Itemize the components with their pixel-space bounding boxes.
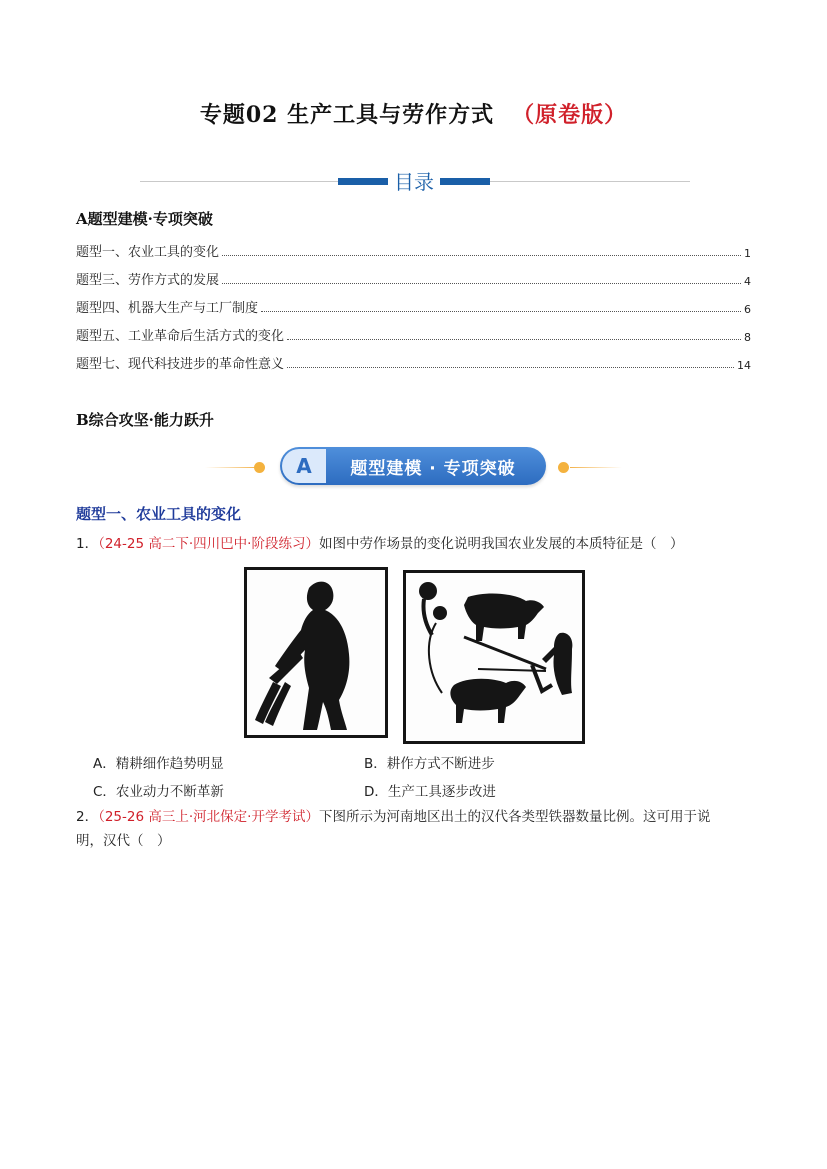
toc-item-page: 8 bbox=[744, 331, 751, 344]
toc-section-a: A题型建模·专项突破 bbox=[76, 210, 213, 228]
toc-item[interactable] bbox=[76, 324, 751, 344]
woodblock-image-ox-plough bbox=[403, 570, 585, 744]
ox-plough-illustration bbox=[406, 573, 582, 741]
title-tag: （原卷版） bbox=[512, 102, 628, 128]
toc-item-label: 题型三、劳作方式的发展 bbox=[76, 273, 220, 288]
toc-item[interactable] bbox=[76, 240, 751, 260]
toc-item-label: 题型四、机器大生产与工厂制度 bbox=[76, 301, 259, 316]
question-2 bbox=[76, 805, 756, 853]
toc-item-page: 14 bbox=[737, 359, 751, 372]
toc-bar-left bbox=[338, 178, 390, 185]
toc-leader bbox=[261, 311, 741, 312]
banner-line-left bbox=[205, 467, 257, 468]
toc-item-page: 1 bbox=[744, 247, 751, 260]
type-heading: 题型一、农业工具的变化 bbox=[76, 505, 242, 523]
option-b[interactable]: B．耕作方式不断进步 bbox=[364, 756, 495, 772]
option-d[interactable]: D．生产工具逐步改进 bbox=[364, 784, 496, 800]
toc-leader bbox=[287, 367, 734, 368]
toc-item-label: 题型五、工业革命后生活方式的变化 bbox=[76, 329, 285, 344]
toc-item-page: 6 bbox=[744, 303, 751, 316]
toc-leader bbox=[222, 255, 741, 256]
toc-item[interactable] bbox=[76, 352, 751, 372]
question-number: 2． bbox=[76, 809, 99, 825]
banner-text: 题型建模 · 专项突破 bbox=[350, 458, 516, 479]
banner-line-right bbox=[570, 467, 622, 468]
toc-leader bbox=[222, 283, 741, 284]
question-text-cont: 明，汉代（ ） bbox=[76, 833, 171, 849]
question-1 bbox=[76, 532, 756, 556]
question-source: （24-25 高二下·四川巴中·阶段练习） bbox=[98, 536, 319, 552]
question-number: 1． bbox=[76, 536, 99, 552]
toc-leader bbox=[287, 339, 741, 340]
question-text: 如图中劳作场景的变化说明我国农业发展的本质特征是（ ） bbox=[318, 536, 684, 552]
toc-item-label: 题型七、现代科技进步的革命性意义 bbox=[76, 357, 285, 372]
toc-item[interactable] bbox=[76, 296, 751, 316]
banner-letter: A bbox=[282, 449, 326, 483]
title-main: 专题02 生产工具与劳作方式 bbox=[199, 102, 495, 128]
toc-heading: 目录 bbox=[388, 166, 440, 195]
woodblock-image-farmer bbox=[244, 567, 388, 738]
banner-dot-right bbox=[558, 462, 569, 473]
banner-dot-left bbox=[254, 462, 265, 473]
question-source: （25-26 高三上·河北保定·开学考试） bbox=[98, 809, 319, 825]
page-title bbox=[0, 98, 827, 129]
toc-item-label: 题型一、农业工具的变化 bbox=[76, 245, 220, 260]
toc-item-page: 4 bbox=[744, 275, 751, 288]
toc-item[interactable] bbox=[76, 268, 751, 288]
question-text: 下图所示为河南地区出土的汉代各类型铁器数量比例。这可用于说 bbox=[318, 809, 711, 825]
option-a[interactable]: A．精耕细作趋势明显 bbox=[93, 756, 224, 772]
toc-bar-right bbox=[438, 178, 490, 185]
farmer-with-hoe-illustration bbox=[247, 570, 385, 735]
toc-section-b: B综合攻坚·能力跃升 bbox=[76, 411, 214, 429]
option-c[interactable]: C．农业动力不断革新 bbox=[93, 784, 224, 800]
